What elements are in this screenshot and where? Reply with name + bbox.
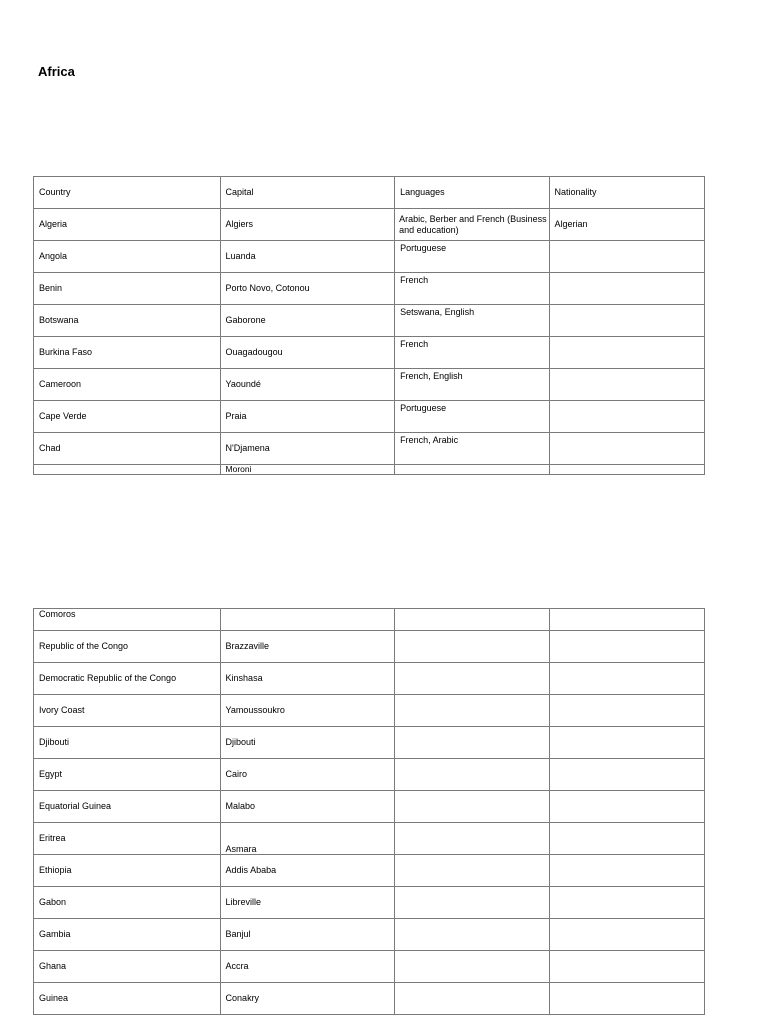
- languages-cell: Portuguese: [395, 401, 549, 433]
- languages-cell: [395, 631, 549, 663]
- capital-cell: Conakry: [220, 983, 395, 1015]
- languages-cell: Portuguese: [395, 241, 549, 273]
- country-cell: Algeria: [34, 209, 221, 241]
- table-row: [34, 823, 705, 855]
- header-row: [34, 177, 705, 209]
- nationality-cell: [549, 401, 704, 433]
- capital-cell: Gaborone: [220, 305, 395, 337]
- nationality-cell: [549, 695, 704, 727]
- header-country: Country: [34, 177, 221, 209]
- nationality-cell: [549, 663, 704, 695]
- country-cell: Eritrea: [34, 823, 221, 855]
- table-row: [34, 951, 705, 983]
- capital-cell: Luanda: [220, 241, 395, 273]
- table-row: [34, 609, 705, 631]
- capital-cell: Libreville: [220, 887, 395, 919]
- capital-cell: Cairo: [220, 759, 395, 791]
- languages-cell: Arabic, Berber and French (Business and education): [395, 209, 549, 241]
- countries-table-2: [33, 608, 705, 1015]
- languages-cell: [395, 791, 549, 823]
- nationality-cell: [549, 609, 704, 631]
- country-cell: Republic of the Congo: [34, 631, 221, 663]
- languages-cell: [395, 663, 549, 695]
- table-row: [34, 887, 705, 919]
- languages-cell: [395, 823, 549, 855]
- page-title: Africa: [38, 64, 75, 79]
- capital-cell: [220, 609, 395, 631]
- countries-table-1: [33, 176, 705, 475]
- country-cell: Burkina Faso: [34, 337, 221, 369]
- nationality-cell: [549, 369, 704, 401]
- nationality-cell: [549, 919, 704, 951]
- country-cell: Comoros: [34, 609, 221, 631]
- nationality-cell: [549, 305, 704, 337]
- table-row: [34, 791, 705, 823]
- country-cell: Guinea: [34, 983, 221, 1015]
- country-cell: Democratic Republic of the Congo: [34, 663, 221, 695]
- nationality-cell: [549, 337, 704, 369]
- table-row: [34, 305, 705, 337]
- country-cell: Cape Verde: [34, 401, 221, 433]
- nationality-cell: [549, 241, 704, 273]
- table-row: [34, 919, 705, 951]
- table-row: [34, 855, 705, 887]
- capital-cell: Addis Ababa: [220, 855, 395, 887]
- languages-cell: French, Arabic: [395, 433, 549, 465]
- nationality-cell: [549, 887, 704, 919]
- nationality-cell: [549, 759, 704, 791]
- country-cell: Chad: [34, 433, 221, 465]
- table-row: [34, 369, 705, 401]
- table-row: [34, 433, 705, 465]
- languages-cell: [395, 951, 549, 983]
- languages-cell: French: [395, 337, 549, 369]
- table-row: [34, 241, 705, 273]
- languages-cell: [395, 983, 549, 1015]
- country-cell: [34, 465, 221, 475]
- country-cell: Angola: [34, 241, 221, 273]
- country-cell: Gabon: [34, 887, 221, 919]
- table-row: [34, 337, 705, 369]
- country-cell: Botswana: [34, 305, 221, 337]
- country-cell: Cameroon: [34, 369, 221, 401]
- languages-cell: [395, 919, 549, 951]
- country-cell: Ivory Coast: [34, 695, 221, 727]
- languages-cell: [395, 855, 549, 887]
- country-cell: Egypt: [34, 759, 221, 791]
- nationality-cell: [549, 273, 704, 305]
- header-languages: Languages: [395, 177, 549, 209]
- languages-cell: French, English: [395, 369, 549, 401]
- country-cell: Ghana: [34, 951, 221, 983]
- table-row: [34, 209, 705, 241]
- capital-cell: Yamoussoukro: [220, 695, 395, 727]
- capital-cell: Algiers: [220, 209, 395, 241]
- header-nationality: Nationality: [549, 177, 704, 209]
- nationality-cell: Algerian: [549, 209, 704, 241]
- languages-cell: [395, 887, 549, 919]
- languages-cell: French: [395, 273, 549, 305]
- languages-cell: [395, 695, 549, 727]
- nationality-cell: [549, 791, 704, 823]
- languages-cell: [395, 759, 549, 791]
- languages-cell: [395, 727, 549, 759]
- table-row: [34, 983, 705, 1015]
- table-row: [34, 727, 705, 759]
- nationality-cell: [549, 823, 704, 855]
- languages-cell: [395, 465, 549, 475]
- nationality-cell: [549, 631, 704, 663]
- nationality-cell: [549, 727, 704, 759]
- capital-cell: Brazzaville: [220, 631, 395, 663]
- capital-cell: Accra: [220, 951, 395, 983]
- capital-cell: Kinshasa: [220, 663, 395, 695]
- table-row: [34, 401, 705, 433]
- capital-cell: Yaoundé: [220, 369, 395, 401]
- nationality-cell: [549, 465, 704, 475]
- capital-cell: N'Djamena: [220, 433, 395, 465]
- nationality-cell: [549, 983, 704, 1015]
- languages-cell: Setswana, English: [395, 305, 549, 337]
- nationality-cell: [549, 951, 704, 983]
- country-cell: Ethiopia: [34, 855, 221, 887]
- capital-cell: Asmara: [220, 823, 395, 855]
- table-row: [34, 663, 705, 695]
- capital-cell: Porto Novo, Cotonou: [220, 273, 395, 305]
- table-row: [34, 631, 705, 663]
- capital-cell: Ouagadougou: [220, 337, 395, 369]
- nationality-cell: [549, 433, 704, 465]
- table-row: [34, 695, 705, 727]
- country-cell: Equatorial Guinea: [34, 791, 221, 823]
- capital-cell: Moroni: [220, 465, 395, 475]
- languages-cell: [395, 609, 549, 631]
- country-cell: Benin: [34, 273, 221, 305]
- nationality-cell: [549, 855, 704, 887]
- country-cell: Gambia: [34, 919, 221, 951]
- capital-cell: Praia: [220, 401, 395, 433]
- capital-cell: Banjul: [220, 919, 395, 951]
- table-row: [34, 759, 705, 791]
- header-capital: Capital: [220, 177, 395, 209]
- country-cell: Djibouti: [34, 727, 221, 759]
- capital-cell: Djibouti: [220, 727, 395, 759]
- table-row: [34, 465, 705, 475]
- capital-cell: Malabo: [220, 791, 395, 823]
- table-row: [34, 273, 705, 305]
